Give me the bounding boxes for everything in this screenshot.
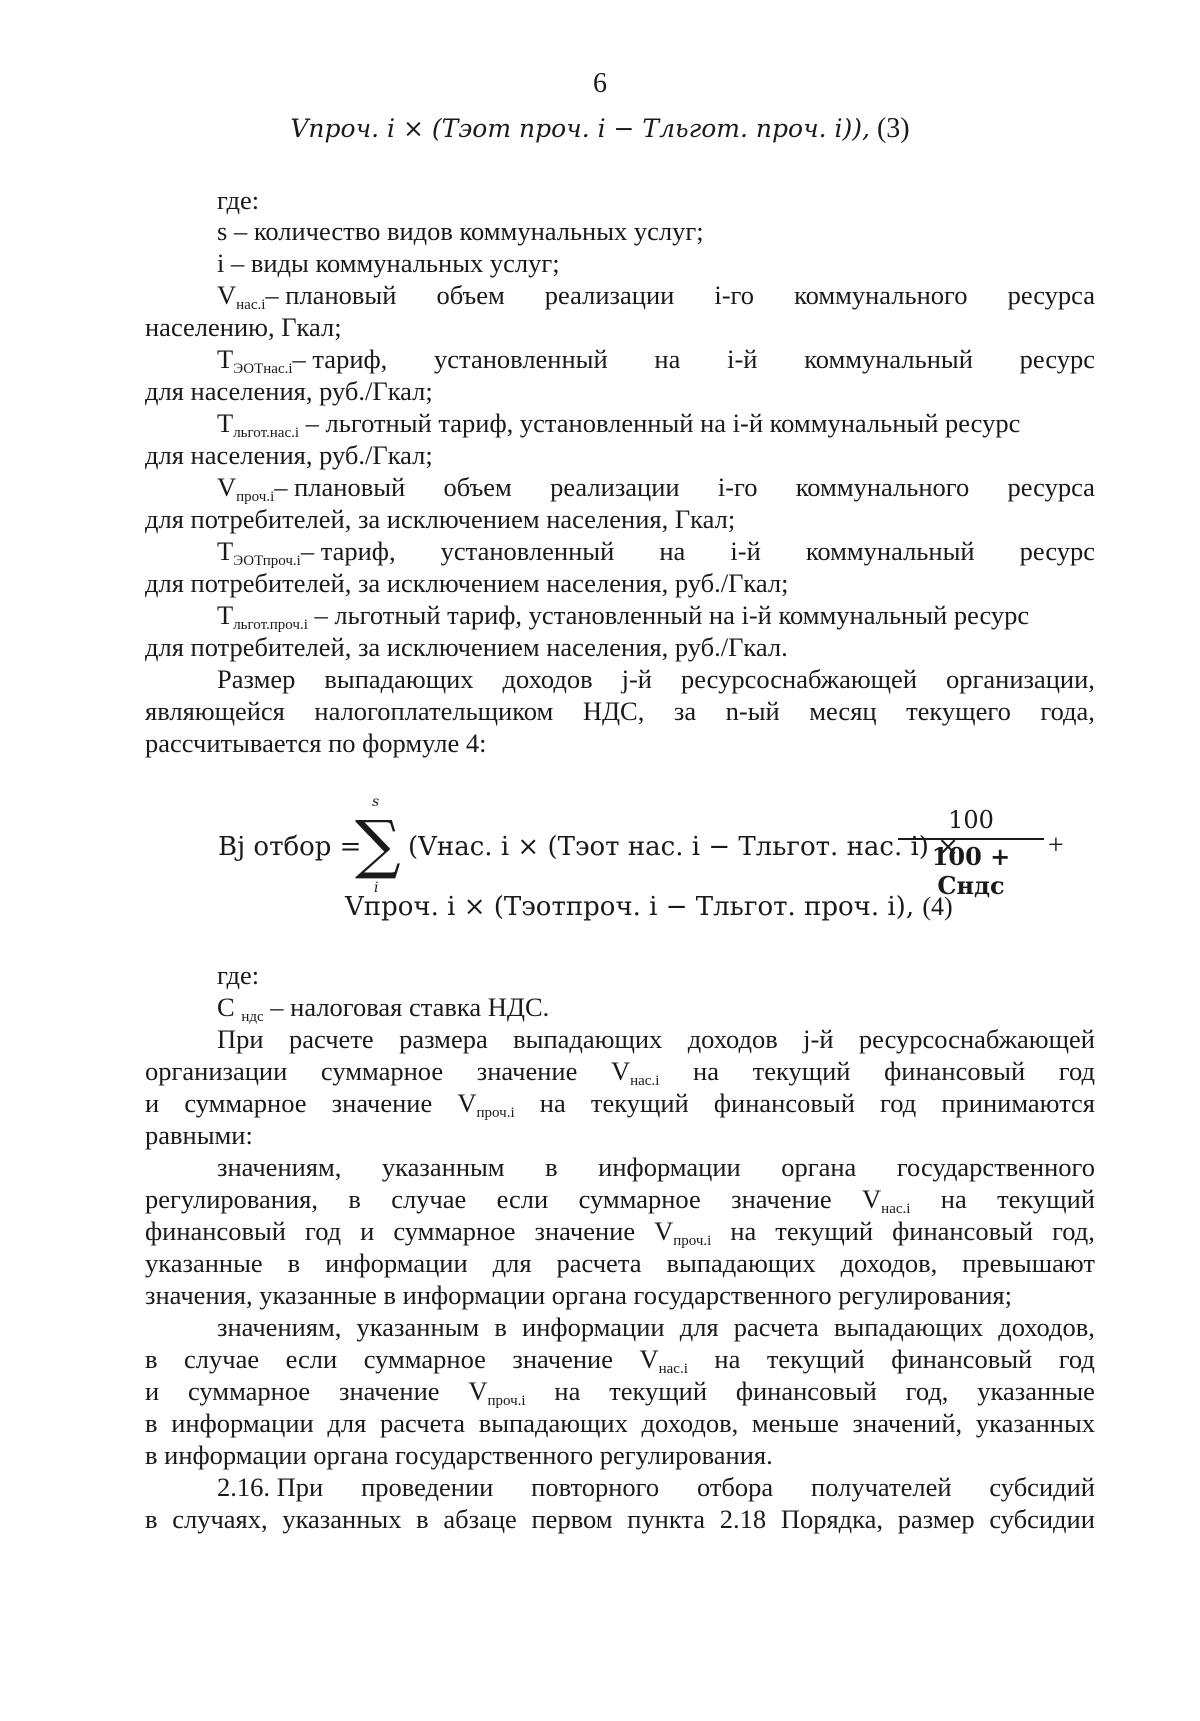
sum-upper-limit: s xyxy=(372,794,380,810)
paragraph-zn1-line-1: значениям, указанным в информации органа государственного xyxy=(217,1152,1095,1182)
definition-t-lgot-proch: $Т_{льгот.проч.i}$ – льготный тариф, установленный на i-й коммунальный ресурс xyxy=(217,600,1030,633)
paragraph-pri-line-4: равными: xyxy=(145,1120,253,1150)
formula-3-number: (3) xyxy=(876,113,910,144)
paragraph-216-line-2: в случаях, указанных в абзаце первом пункта 2.18 Порядка, размер субсидии xyxy=(145,1504,1095,1534)
paragraph-razmer-line-2: являющейся налогоплательщиком НДС, за n-ый месяц текущего года, xyxy=(145,696,1095,726)
definition-t-eot-nas-cont: для населения, руб./Гкал; xyxy=(145,376,433,406)
formula-3-expression: Vпроч. i × (Тэот проч. i − Тльгот. проч. i)), xyxy=(290,114,870,143)
paragraph-216-line-1: 2.16. При проведении повторного отбора получателей субсидий xyxy=(217,1472,1095,1502)
definition-i: i – виды коммунальных услуг; xyxy=(217,248,560,278)
formula-4-body: (Vнас. i × (Тэот нас. i − Тльгот. нас. i) × xyxy=(408,832,960,862)
definition-t-eot-proch: $Т_{ЭОТпроч.i}-$ тариф, установленный на i-й коммунальный ресурс xyxy=(217,536,1095,569)
definition-v-proch: $V_{проч.i}-$ плановый объем реализации i-го коммунального ресурса xyxy=(217,472,1095,505)
paragraph-pri-line-2: организации суммарное значение $V_{нас.i}$ на текущий финансовый год xyxy=(145,1056,1095,1089)
definition-t-eot-nas: $Т_{ЭОТнас.i}-$ тариф, установленный на i-й коммунальный ресурс xyxy=(217,344,1095,377)
definition-s-nds: С $_{ндс}$ – налоговая ставка НДС. xyxy=(217,992,550,1025)
page-number: 6 xyxy=(593,68,607,99)
definition-t-eot-proch-cont: для потребителей, за исключением населения, руб./Гкал; xyxy=(145,568,789,598)
sum-lower-limit: i xyxy=(374,880,379,896)
definition-v-nas: $V_{нас.i}-$ плановый объем реализации i-го коммунального ресурса xyxy=(217,280,1095,313)
paragraph-zn1-line-2: регулирования, в случае если суммарное значение $V_{нас.i}$ на текущий xyxy=(145,1184,1095,1217)
paragraph-pri-line-3: и суммарное значение $V_{проч.i}$ на текущий финансовый год принимаются xyxy=(145,1088,1095,1121)
fraction-denominator: 100 + Сндс xyxy=(931,842,1011,900)
formula-4-line-2: Vпроч. i × (Тэотпроч. i − Тльгот. проч. i), (4) xyxy=(345,892,953,922)
definition-v-proch-cont: для потребителей, за исключением населения, Гкал; xyxy=(145,504,736,534)
paragraph-zn2-line-1: значениям, указанным в информации для расчета выпадающих доходов, xyxy=(217,1312,1095,1342)
formula-4-lhs: Bj отбор = xyxy=(218,832,362,862)
definition-t-lgot-nas: $Т_{льгот.нас.i}$ – льготный тариф, установленный на i-й коммунальный ресурс xyxy=(217,408,1021,441)
where-label: где: xyxy=(217,185,260,215)
term: $V_{нас.i}-$ плановый xyxy=(217,280,397,313)
paragraph-zn2-line-4: в информации для расчета выпадающих доходов, меньше значений, указанных xyxy=(145,1408,1095,1438)
paragraph-zn2-line-2: в случае если суммарное значение $V_{нас.i}$ на текущий финансовый год xyxy=(145,1344,1095,1377)
formula-4-number: (4) xyxy=(922,892,953,921)
definition-t-lgot-nas-cont: для населения, руб./Гкал; xyxy=(145,440,433,470)
fraction-numerator: 100 xyxy=(898,806,1044,840)
term: $Т_{ЭОТнас.i}-$ тариф, xyxy=(217,344,388,377)
where-label-2: где: xyxy=(217,960,260,990)
definition-v-nas-cont: населению, Гкал; xyxy=(145,312,342,342)
paragraph-pri-line-1: При расчете размера выпадающих доходов j-й ресурсоснабжающей xyxy=(217,1024,1095,1054)
paragraph-zn2-line-3: и суммарное значение $V_{проч.i}$ на текущий финансовый год, указанные xyxy=(145,1376,1095,1409)
paragraph-zn1-line-3: финансовый год и суммарное значение $V_{проч.i}$ на текущий финансовый год, xyxy=(145,1216,1095,1249)
paragraph-zn1-line-4: указанные в информации для расчета выпадающих доходов, превышают xyxy=(145,1248,1095,1278)
definition-s: s – количество видов коммунальных услуг; xyxy=(217,216,704,246)
paragraph-razmer-line-3: рассчитывается по формуле 4: xyxy=(145,728,487,758)
paragraph-zn1-line-5: значения, указанные в информации органа государственного регулирования; xyxy=(145,1280,1012,1310)
term: $Т_{ЭОТпроч.i}-$ тариф, xyxy=(217,536,396,569)
formula-3 xyxy=(0,113,1200,145)
formula-4-fraction xyxy=(898,806,1044,900)
definition-t-lgot-proch-cont: для потребителей, за исключением населения, руб./Гкал. xyxy=(145,632,788,662)
paragraph-razmer-line-1: Размер выпадающих доходов j-й ресурсоснабжающей организации, xyxy=(217,664,1095,694)
paragraph-zn2-line-5: в информации органа государственного регулирования. xyxy=(145,1440,773,1470)
term: $V_{проч.i}-$ плановый xyxy=(217,472,406,505)
formula-4-plus: + xyxy=(1048,830,1064,861)
formula-4 xyxy=(0,794,1200,950)
sigma-symbol: ∑ xyxy=(355,808,401,882)
